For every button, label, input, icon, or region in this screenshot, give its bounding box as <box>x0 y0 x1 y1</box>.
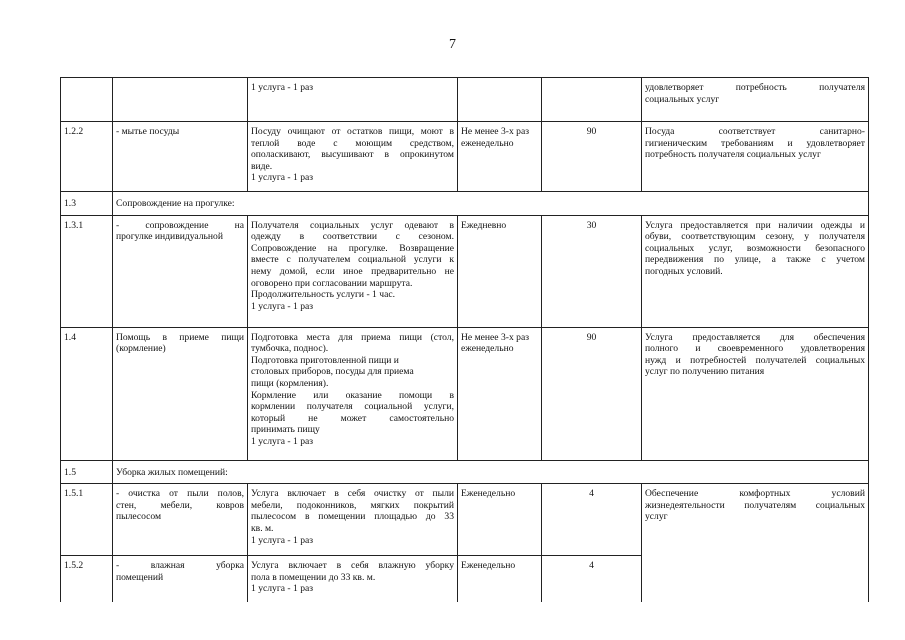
table-row <box>61 484 869 556</box>
service-name-cell: - очистка от пыли полов, стен, мебели, ковров пылесосом <box>113 484 248 556</box>
services-table <box>60 77 869 602</box>
service-name-cell: - сопровождение на прогулке индивидуальной <box>113 215 248 327</box>
service-description-cell: Услуга включает в себя влажную уборку пола в помещении до 33 кв. м. 1 услуга - 1 раз <box>248 556 458 602</box>
service-name-cell: - мытье посуды <box>113 122 248 192</box>
table-row <box>61 122 869 192</box>
service-description-cell: Услуга включает в себя очистку от пыли мебели, подоконников, мягких покрытий пылесосом в помещении площадью до 33 кв. м. 1 услуга - 1 раз <box>248 484 458 556</box>
service-description-cell: Посуду очищают от остатков пищи, моют в теплой воде с моющим средством, ополаскивают, высушивают в опрокинутом виде. 1 услуга - 1 раз <box>248 122 458 192</box>
section-title: Уборка жилых помещений: <box>113 460 869 484</box>
count-cell <box>542 78 642 122</box>
service-name-cell: Помощь в приеме пищи (кормление) <box>113 327 248 460</box>
item-number-cell: 1.5.1 <box>61 484 113 556</box>
item-number-cell: 1.5 <box>61 460 113 484</box>
service-name-cell <box>113 78 248 122</box>
section-row <box>61 192 869 216</box>
item-number-cell: 1.2.2 <box>61 122 113 192</box>
item-number-cell <box>61 78 113 122</box>
count-cell: 30 <box>542 215 642 327</box>
section-row <box>61 460 869 484</box>
frequency-cell <box>458 78 542 122</box>
count-cell: 4 <box>542 484 642 556</box>
result-cell: Услуга предоставляется для обеспечения полного и своевременного удовлетворения нужд и потребностей получателей социальных услуг по получению питания <box>642 327 869 460</box>
item-number-cell: 1.4 <box>61 327 113 460</box>
service-description-cell: 1 услуга - 1 раз <box>248 78 458 122</box>
result-cell: Посуда соответствует санитарно- гигиеническим требованиям и удовлетворяет потребность получателя социальных услуг <box>642 122 869 192</box>
frequency-cell: Не менее 3-х раз еженедельно <box>458 122 542 192</box>
table-row <box>61 78 869 122</box>
count-cell: 90 <box>542 327 642 460</box>
frequency-cell: Ежедневно <box>458 215 542 327</box>
frequency-cell: Еженедельно <box>458 556 542 602</box>
count-cell: 90 <box>542 122 642 192</box>
page-number: 7 <box>449 37 456 52</box>
section-title: Сопровождение на прогулке: <box>113 192 869 216</box>
result-cell: Услуга предоставляется при наличии одежды и обуви, соответствующим сезону, у получателя социальных услуг, возможности безопасного передвижения по улице, а также с учетом погодных условий. <box>642 215 869 327</box>
table-row <box>61 327 869 460</box>
item-number-cell: 1.3 <box>61 192 113 216</box>
result-cell: Обеспечение комфортных условий жизнедеятельности получателям социальных услуг <box>642 484 869 602</box>
frequency-cell: Не менее 3-х раз еженедельно <box>458 327 542 460</box>
table-row <box>61 215 869 327</box>
result-cell: удовлетворяет потребность получателя социальных услуг <box>642 78 869 122</box>
item-number-cell: 1.5.2 <box>61 556 113 602</box>
service-description-cell: Подготовка места для приема пищи (стол, тумбочка, поднос). Подготовка приготовленной пищи и столовых приборов, посуды для приема пищи (кормления). Кормление или оказание помощи в кормлении получателя социальной услуги, который не может самостоятельно принимать пищу 1 услуга - 1 раз <box>248 327 458 460</box>
service-name-cell: - влажная уборка помещений <box>113 556 248 602</box>
service-description-cell: Получателя социальных услуг одевают в одежду в соответствии с сезоном. Сопровождение на прогулке. Возвращение вместе с получателем социальной услуги к нему домой, если иное предварительно не оговорено при согласовании маршрута. Продолжительность услуги - 1 час. 1 услуга - 1 раз <box>248 215 458 327</box>
item-number-cell: 1.3.1 <box>61 215 113 327</box>
count-cell: 4 <box>542 556 642 602</box>
frequency-cell: Еженедельно <box>458 484 542 556</box>
